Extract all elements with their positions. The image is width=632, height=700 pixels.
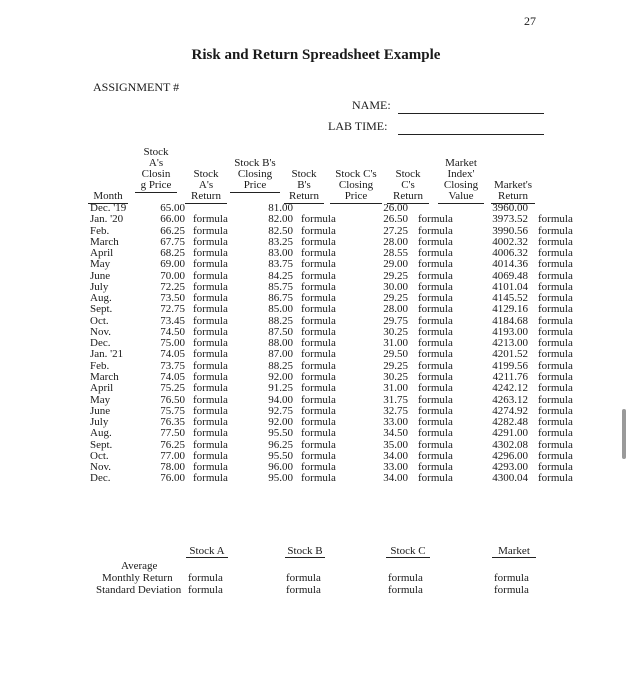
table-row <box>90 214 578 225</box>
stock-a-price-cell: 66.00 <box>160 213 185 226</box>
lab-time-label: LAB TIME: <box>328 119 388 133</box>
stock-a-price-cell: 75.25 <box>160 382 185 395</box>
stock-b-price-cell: 92.75 <box>268 404 293 417</box>
market-return-cell: formula <box>538 348 573 361</box>
month-cell: Oct. <box>90 449 109 462</box>
stock-b-price-cell: 83.00 <box>268 247 293 260</box>
stock-b-price-cell: 95.00 <box>268 472 293 485</box>
market-return-cell: formula <box>538 472 573 485</box>
stock-b-return-cell: formula <box>301 337 336 350</box>
stdev-stock-a: formula <box>188 584 223 596</box>
month-cell: Jan. '21 <box>90 348 124 361</box>
stock-a-price-cell: 74.50 <box>160 325 185 338</box>
market-return-cell: formula <box>538 438 573 451</box>
stock-c-return-cell: formula <box>418 258 453 271</box>
month-cell: Oct. <box>90 314 109 327</box>
stock-b-price-cell: 85.00 <box>268 303 293 316</box>
header-line: Stock B's <box>234 157 276 169</box>
stock-c-return-cell: formula <box>418 348 453 361</box>
page-title: Risk and Return Spreadsheet Example <box>191 47 441 63</box>
stock-c-return-cell: formula <box>418 370 453 383</box>
summary-header-stock-b: Stock B <box>285 545 325 558</box>
stock-c-price-cell: 31.75 <box>383 393 408 406</box>
month-cell: Sept. <box>90 303 113 316</box>
stock-c-price-cell: 28.00 <box>383 303 408 316</box>
header-line: Market's <box>493 179 533 191</box>
stock-b-price-cell: 84.25 <box>268 269 293 282</box>
stock-c-price-cell: 32.75 <box>383 404 408 417</box>
stock-c-price-cell: 29.00 <box>383 258 408 271</box>
market-value-cell: 4300.04 <box>492 472 528 485</box>
stock-c-return-cell: formula <box>418 292 453 305</box>
stock-c-return-cell: formula <box>418 325 453 338</box>
stock-a-return-cell: formula <box>193 280 228 293</box>
header-line: Closing <box>338 179 374 191</box>
month-cell: June <box>90 269 111 282</box>
stock-b-price-cell: 85.75 <box>268 280 293 293</box>
stock-a-price-cell: 70.00 <box>160 269 185 282</box>
stock-b-return-cell: formula <box>301 292 336 305</box>
stock-b-price-cell: 82.00 <box>268 213 293 226</box>
stock-c-return-cell: formula <box>418 224 453 237</box>
stock-a-return-cell: formula <box>193 370 228 383</box>
stock-c-return-cell: formula <box>418 303 453 316</box>
stock-a-return-cell: formula <box>193 427 228 440</box>
stock-c-return-cell: formula <box>418 427 453 440</box>
stock-b-return-cell: formula <box>301 416 336 429</box>
stock-a-price-cell: 76.00 <box>160 472 185 485</box>
monthly-return-label: Monthly Return <box>102 572 173 584</box>
stock-a-price-cell: 65.00 <box>160 202 185 214</box>
avg-stock-a: formula <box>188 572 223 584</box>
stock-b-price-cell: 87.50 <box>268 325 293 338</box>
month-cell: Feb. <box>90 359 110 372</box>
stock-b-price-cell: 92.00 <box>268 416 293 429</box>
market-return-cell: formula <box>538 337 573 350</box>
month-cell: April <box>90 247 114 260</box>
month-cell: Nov. <box>90 461 111 474</box>
market-return-cell: formula <box>538 292 573 305</box>
stock-a-price-cell: 67.75 <box>160 235 185 248</box>
lab-time-field-line <box>398 134 544 135</box>
stock-b-return-cell: formula <box>301 303 336 316</box>
assignment-label: ASSIGNMENT # <box>93 80 180 94</box>
stock-b-return-cell: formula <box>301 427 336 440</box>
market-value-cell: 4293.00 <box>492 461 528 474</box>
market-value-cell: 4184.68 <box>492 314 528 327</box>
market-return-cell: formula <box>538 393 573 406</box>
stock-c-price-cell: 33.00 <box>383 416 408 429</box>
stock-c-price-cell: 34.00 <box>383 449 408 462</box>
header-line: Stock <box>291 168 317 180</box>
month-cell: Aug. <box>90 427 112 440</box>
market-value-cell: 4129.16 <box>492 303 528 316</box>
market-return-cell: formula <box>538 224 573 237</box>
header-line: Price <box>344 190 368 202</box>
stock-b-price-cell: 91.25 <box>268 382 293 395</box>
stock-a-return-cell: formula <box>193 449 228 462</box>
header-line: Market <box>445 157 477 169</box>
month-cell: March <box>90 235 119 248</box>
table-row <box>90 473 578 484</box>
stock-a-price-cell: 73.75 <box>160 359 185 372</box>
stock-b-price-cell: 87.00 <box>268 348 293 361</box>
market-return-cell: formula <box>538 382 573 395</box>
stock-a-price-cell: 75.75 <box>160 404 185 417</box>
stock-c-price-cell: 28.00 <box>383 235 408 248</box>
header-line: Stock <box>143 146 169 158</box>
stock-a-return-cell: formula <box>193 269 228 282</box>
market-value-cell: 4274.92 <box>492 404 528 417</box>
stock-b-return-cell: formula <box>301 348 336 361</box>
stock-a-return-cell: formula <box>193 382 228 395</box>
stock-b-price-cell: 96.00 <box>268 461 293 474</box>
header-line: Index' <box>447 168 475 180</box>
stock-a-return-cell: formula <box>193 438 228 451</box>
header-line: Return <box>393 190 423 202</box>
stock-c-price-cell: 34.00 <box>383 472 408 485</box>
stock-a-return-cell: formula <box>193 359 228 372</box>
stock-a-return-cell: formula <box>193 348 228 361</box>
stock-a-price-cell: 72.75 <box>160 303 185 316</box>
header-line: Return <box>498 190 528 202</box>
stock-a-price-cell: 76.50 <box>160 393 185 406</box>
header-line: Closing <box>443 179 479 191</box>
market-return-cell: formula <box>538 247 573 260</box>
stock-b-return-cell: formula <box>301 280 336 293</box>
stock-b-return-cell: formula <box>301 247 336 260</box>
market-value-cell: 4263.12 <box>492 393 528 406</box>
month-cell: Jan. '20 <box>90 213 124 226</box>
stock-b-return-cell: formula <box>301 325 336 338</box>
stock-c-price-cell: 30.25 <box>383 325 408 338</box>
market-value-cell: 3960.00 <box>492 202 528 214</box>
stock-b-return-cell: formula <box>301 370 336 383</box>
stock-a-price-cell: 72.25 <box>160 280 185 293</box>
stock-a-return-cell: formula <box>193 416 228 429</box>
stock-a-price-cell: 69.00 <box>160 258 185 271</box>
stock-b-price-cell: 95.50 <box>268 427 293 440</box>
header-stock-a-price <box>135 147 177 193</box>
market-value-cell: 4002.32 <box>492 235 528 248</box>
stock-c-return-cell: formula <box>418 280 453 293</box>
header-stock-b-return <box>284 169 324 204</box>
header-market-return <box>491 180 535 204</box>
stock-c-return-cell: formula <box>418 269 453 282</box>
market-value-cell: 4014.36 <box>492 258 528 271</box>
stock-b-return-cell: formula <box>301 258 336 271</box>
market-value-cell: 4201.52 <box>492 348 528 361</box>
table-row <box>90 259 578 270</box>
stock-a-return-cell: formula <box>193 224 228 237</box>
stock-b-price-cell: 94.00 <box>268 393 293 406</box>
header-line: Price <box>243 179 267 191</box>
header-stock-b-price <box>230 158 280 193</box>
stock-a-price-cell: 77.00 <box>160 449 185 462</box>
stock-b-return-cell: formula <box>301 393 336 406</box>
month-cell: Dec. <box>90 337 111 350</box>
table-row <box>90 428 578 439</box>
market-return-cell: formula <box>538 359 573 372</box>
header-stock-c-price <box>330 169 382 204</box>
stock-c-return-cell: formula <box>418 359 453 372</box>
name-field-line <box>398 113 544 114</box>
market-return-cell: formula <box>538 370 573 383</box>
header-line: g Price <box>140 179 172 191</box>
stock-c-return-cell: formula <box>418 461 453 474</box>
header-line: B's <box>297 179 311 191</box>
month-cell: May <box>90 393 111 406</box>
market-return-cell: formula <box>538 269 573 282</box>
month-cell: June <box>90 404 111 417</box>
stock-b-return-cell: formula <box>301 235 336 248</box>
stock-a-price-cell: 74.05 <box>160 348 185 361</box>
header-stock-a-return <box>185 169 227 204</box>
stock-c-price-cell: 33.00 <box>383 461 408 474</box>
stock-a-return-cell: formula <box>193 235 228 248</box>
month-cell: July <box>90 416 109 429</box>
market-value-cell: 4101.04 <box>492 280 528 293</box>
stock-c-price-cell: 35.00 <box>383 438 408 451</box>
header-line: A's <box>148 157 164 169</box>
market-value-cell: 4282.48 <box>492 416 528 429</box>
stock-b-return-cell: formula <box>301 382 336 395</box>
stock-c-return-cell: formula <box>418 235 453 248</box>
stock-a-return-cell: formula <box>193 213 228 226</box>
stock-b-price-cell: 81.00 <box>268 202 293 214</box>
header-line: Closing <box>237 168 273 180</box>
stock-a-return-cell: formula <box>193 303 228 316</box>
month-cell: Dec. <box>90 472 111 485</box>
stock-b-return-cell: formula <box>301 314 336 327</box>
name-label: NAME: <box>352 98 391 112</box>
market-return-cell: formula <box>538 213 573 226</box>
market-value-cell: 4069.48 <box>492 269 528 282</box>
stock-a-return-cell: formula <box>193 472 228 485</box>
market-value-cell: 4199.56 <box>492 359 528 372</box>
header-line: Stock C's <box>335 168 377 180</box>
avg-market: formula <box>494 572 529 584</box>
stdev-market: formula <box>494 584 529 596</box>
stock-b-return-cell: formula <box>301 404 336 417</box>
stock-c-price-cell: 29.25 <box>383 359 408 372</box>
stock-c-price-cell: 31.00 <box>383 382 408 395</box>
stock-b-price-cell: 83.75 <box>268 258 293 271</box>
stock-c-price-cell: 29.25 <box>383 269 408 282</box>
market-return-cell: formula <box>538 303 573 316</box>
header-line: Closin <box>141 168 171 180</box>
header-line: Return <box>191 190 221 202</box>
stock-c-price-cell: 29.75 <box>383 314 408 327</box>
month-cell: Nov. <box>90 325 111 338</box>
average-label: Average <box>121 560 158 572</box>
market-value-cell: 3973.52 <box>492 213 528 226</box>
page-number: 27 <box>524 14 536 28</box>
month-cell: March <box>90 370 119 383</box>
stock-c-price-cell: 29.25 <box>383 292 408 305</box>
stock-b-price-cell: 83.25 <box>268 235 293 248</box>
stock-b-return-cell: formula <box>301 449 336 462</box>
stock-a-price-cell: 73.45 <box>160 314 185 327</box>
stock-c-return-cell: formula <box>418 247 453 260</box>
stock-a-return-cell: formula <box>193 292 228 305</box>
header-line: Value <box>448 190 474 202</box>
market-value-cell: 4213.00 <box>492 337 528 350</box>
price-table-body <box>90 203 578 485</box>
stock-a-price-cell: 76.25 <box>160 438 185 451</box>
market-value-cell: 4006.32 <box>492 247 528 260</box>
market-value-cell: 4302.08 <box>492 438 528 451</box>
market-value-cell: 3990.56 <box>492 224 528 237</box>
stock-b-return-cell: formula <box>301 269 336 282</box>
stock-b-price-cell: 92.00 <box>268 370 293 383</box>
market-return-cell: formula <box>538 258 573 271</box>
stdev-label: Standard Deviation <box>96 584 182 596</box>
stock-b-return-cell: formula <box>301 461 336 474</box>
header-line: A's <box>198 179 214 191</box>
stock-b-price-cell: 86.75 <box>268 292 293 305</box>
stock-b-return-cell: formula <box>301 213 336 226</box>
stock-a-price-cell: 74.05 <box>160 370 185 383</box>
summary-header-market: Market <box>492 545 536 558</box>
price-table <box>90 203 578 485</box>
stock-a-price-cell: 68.25 <box>160 247 185 260</box>
header-market-value <box>438 158 484 204</box>
summary-header-stock-a: Stock A <box>186 545 228 558</box>
header-line: Stock <box>193 168 219 180</box>
stock-b-return-cell: formula <box>301 438 336 451</box>
stock-c-price-cell: 31.00 <box>383 337 408 350</box>
stock-a-price-cell: 76.35 <box>160 416 185 429</box>
stock-b-price-cell: 88.25 <box>268 359 293 372</box>
market-return-cell: formula <box>538 416 573 429</box>
market-value-cell: 4193.00 <box>492 325 528 338</box>
stock-b-price-cell: 95.50 <box>268 449 293 462</box>
market-value-cell: 4291.00 <box>492 427 528 440</box>
stock-b-price-cell: 88.25 <box>268 314 293 327</box>
table-row <box>90 304 578 315</box>
month-cell: Aug. <box>90 292 112 305</box>
stock-c-return-cell: formula <box>418 382 453 395</box>
month-cell: May <box>90 258 111 271</box>
month-cell: April <box>90 382 114 395</box>
avg-stock-b: formula <box>286 572 321 584</box>
stock-c-price-cell: 29.50 <box>383 348 408 361</box>
stock-c-return-cell: formula <box>418 449 453 462</box>
month-cell: July <box>90 280 109 293</box>
stock-a-price-cell: 77.50 <box>160 427 185 440</box>
market-return-cell: formula <box>538 427 573 440</box>
stock-a-price-cell: 75.00 <box>160 337 185 350</box>
stock-a-return-cell: formula <box>193 337 228 350</box>
market-return-cell: formula <box>538 325 573 338</box>
header-stock-c-return <box>387 169 429 204</box>
market-return-cell: formula <box>538 461 573 474</box>
stock-c-return-cell: formula <box>418 472 453 485</box>
stock-c-price-cell: 30.00 <box>383 280 408 293</box>
market-return-cell: formula <box>538 449 573 462</box>
market-value-cell: 4242.12 <box>492 382 528 395</box>
month-cell: Sept. <box>90 438 113 451</box>
stock-c-return-cell: formula <box>418 314 453 327</box>
stdev-stock-c: formula <box>388 584 423 596</box>
stock-c-price-cell: 30.25 <box>383 370 408 383</box>
stock-b-return-cell: formula <box>301 359 336 372</box>
stock-a-return-cell: formula <box>193 247 228 260</box>
stock-a-return-cell: formula <box>193 258 228 271</box>
market-return-cell: formula <box>538 404 573 417</box>
stock-b-return-cell: formula <box>301 472 336 485</box>
stock-a-return-cell: formula <box>193 404 228 417</box>
vertical-scrollbar[interactable] <box>622 409 626 459</box>
stock-c-return-cell: formula <box>418 393 453 406</box>
month-cell: Dec. '19 <box>90 202 127 214</box>
stock-b-price-cell: 96.25 <box>268 438 293 451</box>
stock-a-price-cell: 73.50 <box>160 292 185 305</box>
stdev-stock-b: formula <box>286 584 321 596</box>
header-line: Stock <box>395 168 421 180</box>
stock-c-price-cell: 26.50 <box>383 213 408 226</box>
stock-a-return-cell: formula <box>193 325 228 338</box>
stock-b-price-cell: 82.50 <box>268 224 293 237</box>
stock-c-price-cell: 34.50 <box>383 427 408 440</box>
stock-c-price-cell: 26.00 <box>383 202 408 214</box>
stock-c-return-cell: formula <box>418 213 453 226</box>
market-return-cell: formula <box>538 280 573 293</box>
stock-c-return-cell: formula <box>418 438 453 451</box>
header-line: C's <box>401 179 415 191</box>
stock-a-return-cell: formula <box>193 393 228 406</box>
table-row <box>90 383 578 394</box>
stock-a-return-cell: formula <box>193 314 228 327</box>
summary-header-stock-c: Stock C <box>386 545 430 558</box>
stock-b-return-cell: formula <box>301 224 336 237</box>
month-cell: Feb. <box>90 224 110 237</box>
stock-b-price-cell: 88.00 <box>268 337 293 350</box>
header-month-text: Month <box>93 190 123 202</box>
stock-a-return-cell: formula <box>193 461 228 474</box>
market-value-cell: 4211.76 <box>492 370 528 383</box>
stock-a-price-cell: 66.25 <box>160 224 185 237</box>
stock-c-return-cell: formula <box>418 416 453 429</box>
market-value-cell: 4296.00 <box>492 449 528 462</box>
market-return-cell: formula <box>538 235 573 248</box>
stock-c-return-cell: formula <box>418 337 453 350</box>
market-value-cell: 4145.52 <box>492 292 528 305</box>
avg-stock-c: formula <box>388 572 423 584</box>
stock-c-return-cell: formula <box>418 404 453 417</box>
stock-a-price-cell: 78.00 <box>160 461 185 474</box>
market-return-cell: formula <box>538 314 573 327</box>
header-line: Return <box>289 190 319 202</box>
stock-c-price-cell: 27.25 <box>383 224 408 237</box>
stock-c-price-cell: 28.55 <box>383 247 408 260</box>
